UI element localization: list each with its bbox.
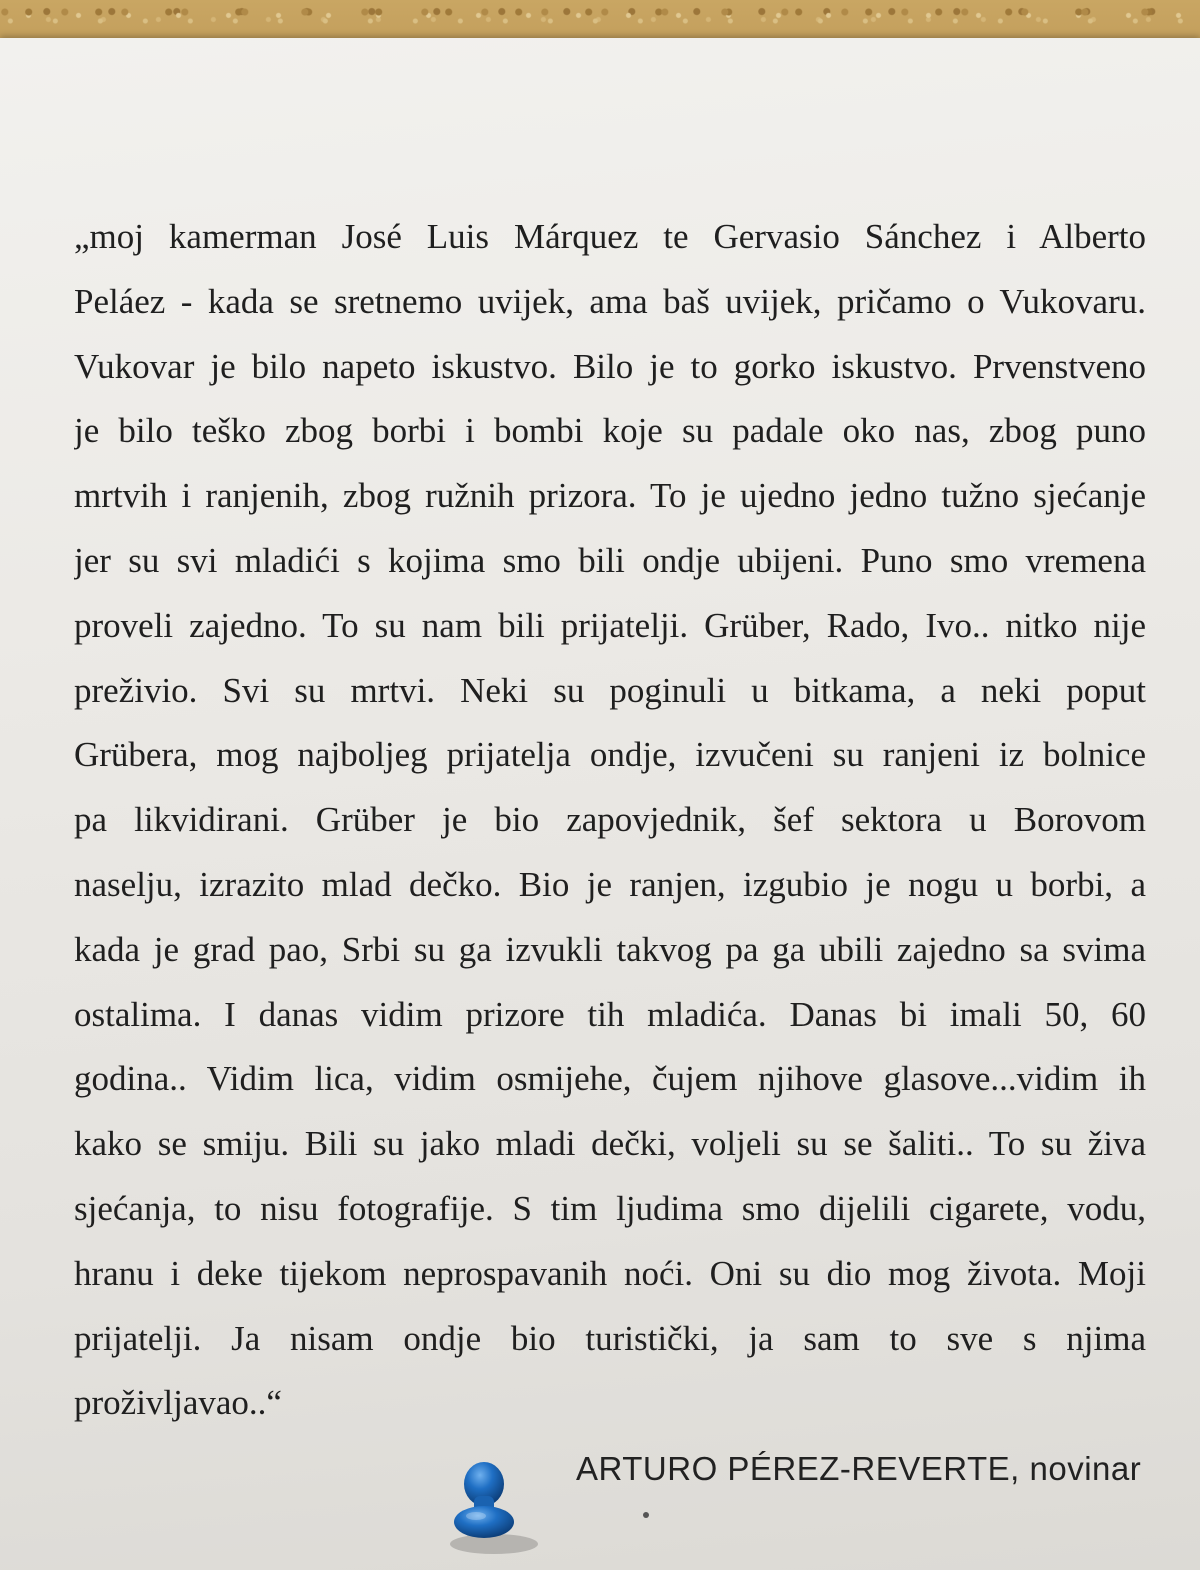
pin-hole [643,1512,649,1518]
quote-line: proveli zajedno. To su nam bili prijatelji. Grüber, Rado, Ivo.. nitko nije [74,605,1146,645]
quote-line: Peláez - kada se sretnemo uvijek, ama baš uvijek, pričamo o Vukovaru. [74,281,1146,321]
quote-text [74,205,1146,1436]
quote-line: sjećanja, to nisu fotografije. S tim ljudima smo dijelili cigarete, vodu, [74,1188,1146,1228]
push-pin-icon [436,1456,546,1556]
quote-line: je bilo teško zbog borbi i bombi koje su padale oko nas, zbog puno [74,411,1146,451]
quote-line: kada je grad pao, Srbi su ga izvukli takvog pa ga ubili zajedno sa svima [74,929,1146,969]
quote-line: „moj kamerman José Luis Márquez te Gervasio Sánchez i Alberto [74,217,1146,256]
quote-line: Grübera, mog najboljeg prijatelja ondje, izvučeni su ranjeni iz bolnice [74,735,1146,775]
quote-line: ostalima. I danas vidim prizore tih mladića. Danas bi imali 50, 60 [74,994,1146,1034]
quote-line: kako se smiju. Bili su jako mladi dečki, voljeli su se šaliti.. To su živa [74,1124,1146,1164]
quote-line: hranu i deke tijekom neprospavanih noći. Oni su dio mog života. Moji [74,1253,1146,1293]
quote-line: pa likvidirani. Grüber je bio zapovjednik, šef sektora u Borovom [74,800,1146,840]
quote-line: jer su svi mladići s kojima smo bili ondje ubijeni. Puno smo vremena [74,540,1146,580]
author-signature: ARTURO PÉREZ-REVERTE, novinar [576,1450,1142,1487]
quote-line: Vukovar je bilo napeto iskustvo. Bilo je to gorko iskustvo. Prvenstveno [74,346,1146,386]
quote-line: preživio. Svi su mrtvi. Neki su poginuli u bitkama, a neki poput [74,670,1146,710]
quote-line: godina.. Vidim lica, vidim osmijehe, čujem njihove glasove...vidim ih [74,1059,1146,1099]
quote-line: prijatelji. Ja nisam ondje bio turistički, ja sam to sve s njima [74,1318,1146,1358]
quote-line: proživljavao..“ [74,1383,282,1423]
quote-line: mrtvih i ranjenih, zbog ružnih prizora. To je ujedno jedno tužno sjećanje [74,476,1146,516]
quote-line: naselju, izrazito mlad dečko. Bio je ranjen, izgubio je nogu u borbi, a [74,864,1146,904]
